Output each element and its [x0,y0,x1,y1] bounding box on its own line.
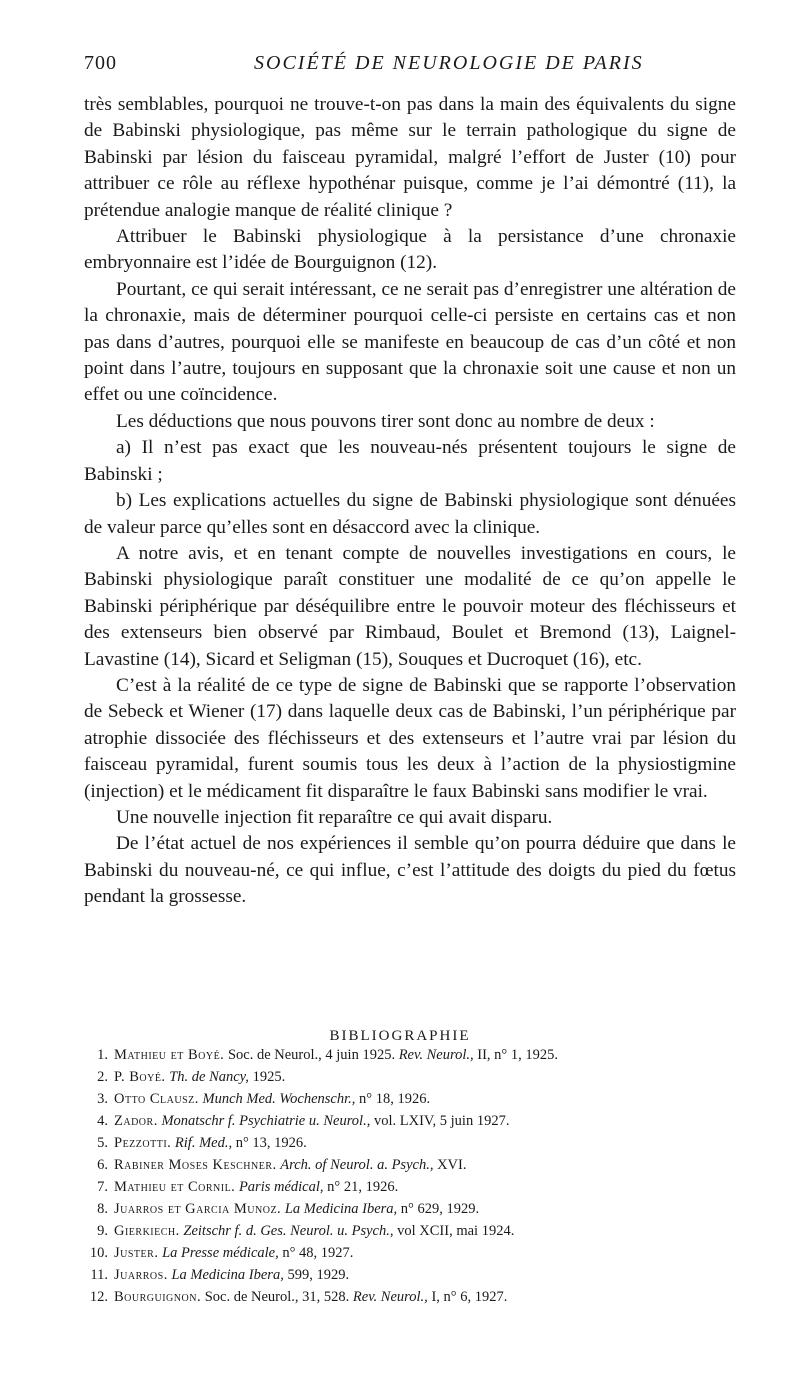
ref-title: Rif. Med., [174,1135,233,1151]
ref-text: Soc. de Neurol., 31, 528. [201,1289,353,1305]
ref-number: 8. [97,1201,108,1217]
bibliography-entry [84,1176,736,1198]
ref-title: Monatschr f. Psychiatrie u. Neurol., [161,1113,371,1129]
ref-author: Mathieu et Cornil. [114,1179,236,1195]
ref-details: n° 21, 1926. [323,1179,399,1195]
bibliography-list [84,1044,736,1308]
bibliography-entry [84,1154,736,1176]
ref-title: La Medicina Ibera, [171,1267,284,1283]
ref-title: Munch Med. Wochenschr., [202,1091,356,1107]
paragraph: Attribuer le Babinski physiologique à la persistance d’une chronaxie embryonnaire est l’idée de Bourguignon (12). [84,226,736,274]
ref-author: Bourguignon. [114,1289,202,1305]
bibliography-entry [84,1088,736,1110]
ref-details: 599, 1929. [283,1267,350,1283]
ref-number: 4. [97,1113,108,1129]
ref-author: Juster. [114,1245,159,1261]
bibliography-entry [84,1242,736,1264]
bibliography-heading: BIBLIOGRAPHIE [329,1028,471,1044]
ref-number: 6. [97,1157,108,1173]
bibliography-entry [84,1286,736,1308]
ref-number: 9. [97,1223,108,1239]
ref-details: n° 48, 1927. [278,1245,354,1261]
ref-details: vol XCII, mai 1924. [393,1223,515,1239]
article-body [84,92,736,911]
ref-number: 10. [89,1245,108,1261]
paragraph: Les déductions que nous pouvons tirer sont donc au nombre de deux : [116,410,655,432]
paragraph: Pourtant, ce qui serait intéressant, ce ne serait pas d’enregistrer une altération de la chronaxie, mais de déterminer pourquoi celle-ci persiste en certains cas et non pas dans d’autres, pourquoi elle se manifeste en beaucoup de cas d’un côté et non point dans l’autre, toujours en supposant que la chronaxie soit une cause et non un effet ou une coïncidence. [84,278,736,406]
bibliography-entry [84,1198,736,1220]
ref-author: Mathieu et Boyé. [114,1047,225,1063]
ref-title: Zeitschr f. d. Ges. Neurol. u. Psych., [183,1223,394,1239]
ref-details: 1925. [248,1069,286,1085]
ref-title: La Medicina Ibera, [284,1201,398,1217]
ref-details: n° 18, 1926. [355,1091,431,1107]
paragraph: De l’état actuel de nos expériences il semble qu’on pourra déduire que dans le Babinski du nouveau-né, ce qui influe, c’est l’attitude des doigts du pied du fœtus pendant la grossesse. [84,833,736,908]
paragraph: b) Les explications actuelles du signe de Babinski physiologique sont dénuées de valeur parce qu’elles sont en désaccord avec la clinique. [84,490,736,538]
ref-author: Pezzotti. [114,1135,172,1151]
bibliography-entry [84,1110,736,1132]
paragraph: très semblables, pourquoi ne trouve-t-on pas dans la main des équivalents du signe de Babinski physiologique, pas même sur le terrain pathologique du signe de Babinski par lésion du faisceau pyramidal, malgré l’effort de Juster (10) pour attribuer ce rôle au réflexe hypothénar puisque, comme je l’ai démontré (11), la prétendue analogie manque de réalité clinique ? [84,94,736,221]
ref-author: Rabiner Moses Keschner. [114,1157,277,1173]
page-number: 700 [84,52,117,74]
ref-author: Gierkiech. [114,1223,180,1239]
paragraph: Une nouvelle injection fit reparaître ce qui avait disparu. [116,806,553,828]
ref-author: Juarros et Garcia Munoz. [114,1201,282,1217]
bibliography-entry [84,1220,736,1242]
page-header [84,52,734,82]
ref-title: Th. de Nancy, [169,1069,249,1085]
ref-author: Otto Clausz. [114,1091,199,1107]
ref-number: 2. [97,1069,108,1085]
ref-author: Zador. [114,1113,158,1129]
ref-title: Rev. Neurol., [352,1289,428,1305]
ref-number: 5. [97,1135,108,1151]
ref-details: XVI. [433,1157,467,1173]
ref-title: Paris médical, [238,1179,324,1195]
ref-title: Rev. Neurol., [398,1047,474,1063]
ref-title: La Presse médicale, [162,1245,279,1261]
paragraph: A notre avis, et en tenant compte de nouvelles investigations en cours, le Babinski physiologique paraît constituer une modalité de ce qu’on appelle le Babinski périphérique par déséquilibre entre le pouvoir moteur des fléchisseurs et des extenseurs bien observé par Rimbaud, Boulet et Bremond (13), Laignel-Lavastine (14), Sicard et Seligman (15), Souques et Ducroquet (16), etc. [84,542,736,670]
ref-author: P. Boyé. [114,1069,166,1085]
ref-details: I, n° 6, 1927. [427,1289,508,1305]
ref-number: 11. [90,1267,108,1283]
ref-details: n° 629, 1929. [397,1201,480,1217]
ref-details: II, n° 1, 1925. [473,1047,558,1063]
paragraph: a) Il n’est pas exact que les nouveau-nés présentent toujours le signe de Babinski ; [84,437,736,485]
ref-number: 3. [97,1091,108,1107]
bibliography-entry [84,1066,736,1088]
ref-number: 12. [89,1289,108,1305]
ref-number: 1. [97,1047,108,1063]
ref-text: Soc. de Neurol., 4 juin 1925. [224,1047,399,1063]
running-title: SOCIÉTÉ DE NEUROLOGIE DE PARIS [254,52,644,74]
ref-details: n° 13, 1926. [232,1135,307,1151]
paragraph: C’est à la réalité de ce type de signe de Babinski que se rapporte l’observation de Sebeck et Wiener (17) dans laquelle deux cas de Babinski, l’un périphérique par atrophie dissociée des fléchisseurs et des extenseurs et l’autre vrai par lésion du faisceau pyramidal, furent soumis tous les deux à l’action de la physiostigmine (injection) et le médicament fit disparaître le faux Babinski sans modifier le vrai. [84,674,736,802]
ref-author: Juarros. [114,1267,168,1283]
bibliography-entry [84,1264,736,1286]
ref-details: vol. LXIV, 5 juin 1927. [370,1113,510,1129]
bibliography-entry [84,1044,736,1066]
bibliography-entry [84,1132,736,1154]
ref-number: 7. [97,1179,108,1195]
ref-title: Arch. of Neurol. a. Psych., [280,1157,434,1173]
